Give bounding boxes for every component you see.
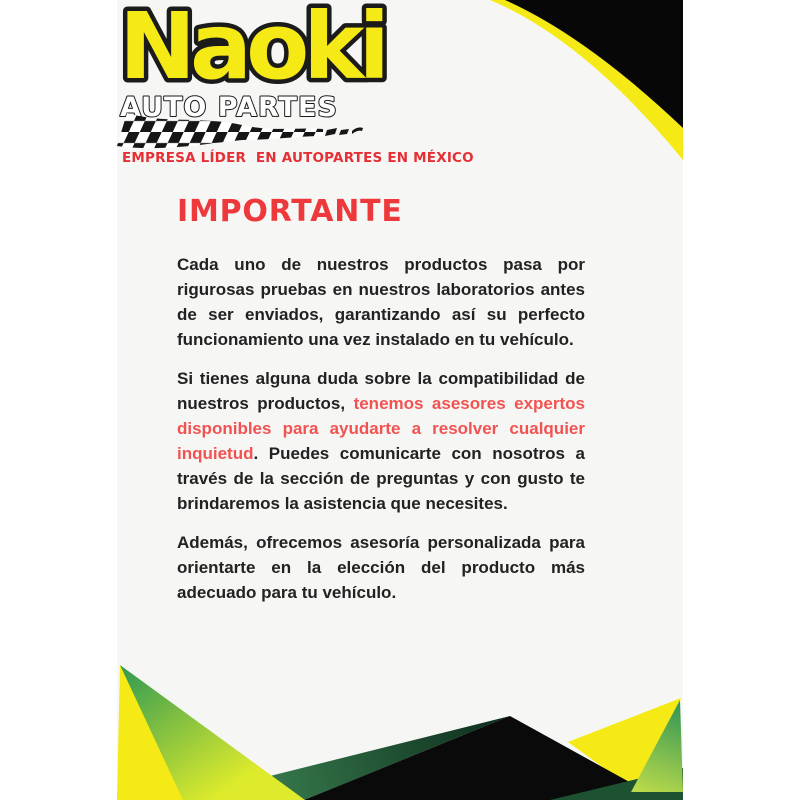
paragraph-advice: Además, ofrecemos asesoría personalizada para orientarte en la elección del producto más adecuado para tu vehículo. bbox=[177, 533, 585, 602]
flag-tail-squiggle bbox=[352, 127, 363, 134]
flag-tail-dash-2 bbox=[339, 129, 349, 135]
flag-body bbox=[117, 113, 323, 148]
flag-tail-dash-1 bbox=[325, 128, 337, 136]
naoki-logo-text: Naoki bbox=[119, 0, 385, 100]
auto-partes-text: AUTO PARTES bbox=[120, 92, 338, 123]
highlight-text: tenemos asesores expertos disponibles para ayudarte a resolver cualquier inquietud bbox=[177, 394, 585, 463]
paragraph-support bbox=[177, 366, 585, 516]
brand-tagline: EMPRESA LÍDER EN AUTOPARTES EN MÉXICO bbox=[122, 150, 474, 166]
paragraph-quality: Cada uno de nuestros productos pasa por rigurosas pruebas en nuestros laboratorios antes de ser enviados, garantizando así su perfecto funcionamiento una vez instalado en tu vehículo. bbox=[177, 255, 585, 349]
paragraph-support-after: . Puedes comunicarte con nosotros a través de la sección de preguntas y con gusto te brindaremos la asistencia que necesites. bbox=[177, 444, 585, 513]
naoki-logo bbox=[117, 0, 417, 100]
flyer-page bbox=[117, 0, 683, 800]
page-title: IMPORTANTE bbox=[177, 194, 403, 229]
body-text bbox=[177, 252, 585, 619]
paragraph-support-before: Si tienes alguna duda sobre la compatibilidad de nuestros productos, bbox=[177, 369, 585, 413]
